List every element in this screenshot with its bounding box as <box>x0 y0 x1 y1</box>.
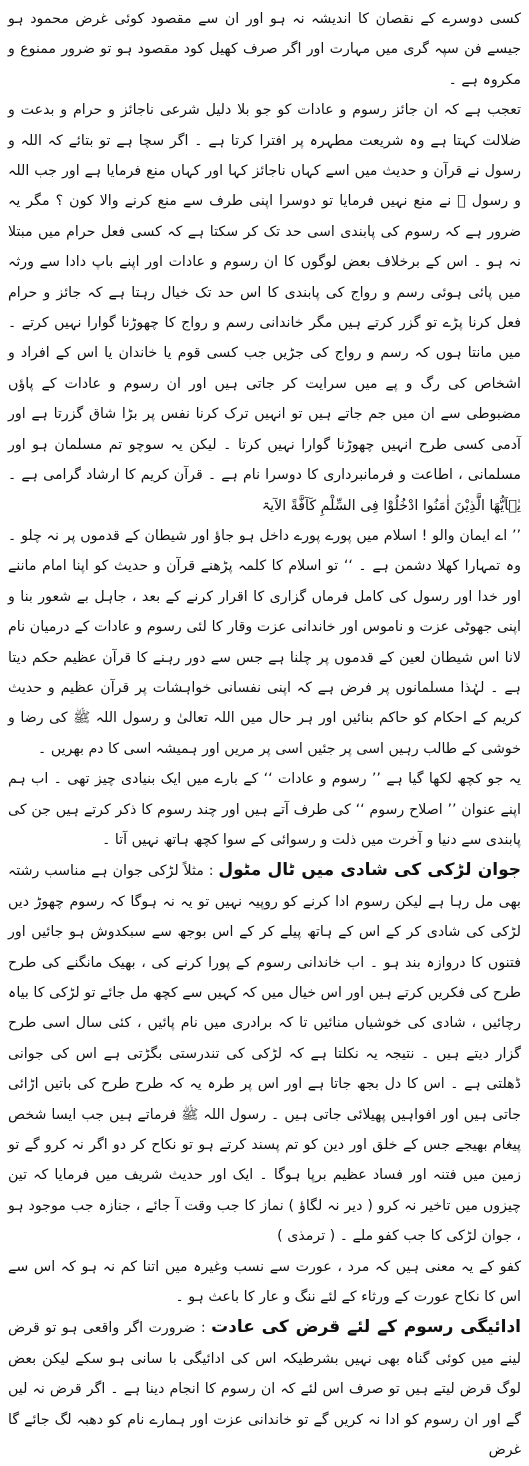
section-marriage-delay <box>8 855 521 1251</box>
section-heading-debt-habit: ادائیگی رسوم کے لئے قرض کی عادت <box>211 1317 521 1338</box>
paragraph-quran-translation: ’’ اے ایمان والو ! اسلام میں پورے پورے داخل ہو جاؤ اور شیطان کے قدموں پر نہ چلو ۔ وہ تمہارا کھلا دشمن ہے ۔ ‘‘ تو اسلام کا کلمہ پڑھنے قرآن و حدیث کو اپنا امام ماننے اور خدا اور رسول کی کامل فرماں گزاری کا اقرار کرنے کے بعد ، جاہل بے شعور بنا و اپنی جھوٹی عزت و ناموس اور خاندانی عزت وقار کا لئی رسوم و عادات کے درمیان نام لانا اس شیطان لعین کے قدموں پر چلنا ہے جس سے دور رہنے کا قرآن عظیم حکم دیتا ہے ۔ لہٰذا مسلمانوں پر فرض ہے کہ اپنی نفسانی خواہشات پر قرآن عظیم و حدیث کریم کے احکام کو حاکم بنائیں اور ہر حال میں اللہ تعالیٰ و رسول اللہ ﷺ کی رضا و خوشی کے طالب رہیں اسی پر جئیں اسی پر مریں اور ہمیشہ اسی کا دم بھریں ۔ <box>8 527 521 757</box>
section-heading-marriage-delay: جوان لڑکی کی شادی میں ٹال مٹول <box>218 860 521 881</box>
section-debt-habit <box>8 1312 521 1465</box>
paragraph-reform-intro: یہ جو کچھ لکھا گیا ہے ’’ رسوم و عادات ‘‘ کے بارے میں ایک بنیادی چیز تھی ۔ اب ہم اپنے عنوان ’’ اصلاح رسوم ‘‘ کی طرف آتے ہیں اور چند رسوم کا ذکر کرتے ہیں جن کی پابندی سے دنیا و آخرت میں ذلت و رسوائی کے سوا کچھ ہاتھ نہیں آتا ۔ <box>8 771 521 848</box>
paragraph-intro: کسی دوسرے کے نقصان کا اندیشہ نہ ہو اور ان سے مقصود کوئی غرض محمود ہو جیسے فن سپہ گری میں مہارت اور اگر صرف کھیل کود مقصود ہو تو ضرور ممنوع و مکروہ ہے ۔ <box>8 11 521 88</box>
paragraph-kufu-definition: کفو کے یہ معنی ہیں کہ مرد ، عورت سے نسب وغیرہ میں اتنا کم نہ ہو کہ اس سے اس کا نکاح عورت کے ورثاء کے لئے ننگ و عار کا باعث ہو ۔ <box>8 1258 521 1306</box>
section-text-marriage-delay: : مثلاً لڑکی جوان ہے مناسب رشتہ بھی مل رہا ہے لیکن رسوم ادا کرنے کو روپیہ نہیں تو یہ نہ ہوگا کہ رسوم چھوڑ دیں لڑکی کی شادی کر کے اس کے ہاتھ پیلے کر کے اس بوجھ سے سبکدوش ہو جائیں اور فتنوں کا دروازہ بند ہو ۔ اب خاندانی رسوم کے پورا کرنے کی ، بھیک مانگنے کی طرح طرح کی فکریں کرتے ہیں اور اس خیال میں کہ کہیں سے کچھ مل جائے تو لڑکی کا بیاہ رچائیں ، شادی کی خوشیاں منائیں تا کہ برادری میں نام پائیں ، کئی سال اسی طرح گزار دیتے ہیں ۔ نتیجہ یہ نکلتا ہے کہ لڑکی کی تندرستی بگڑتی ہے اس کی جوانی ڈھلتی ہے ۔ اس کا دل بجھ جاتا ہے اور اس پر طرہ یہ کہ طرح طرح کی باتیں اڑائی جاتی ہیں اور افواہیں پھیلائی جاتی ہیں ۔ رسول اللہ ﷺ فرماتے ہیں جب ایسا شخص پیغام بھیجے جس کے خلق اور دین کو تم پسند کرتے ہو تو نکاح کر دو اگر نہ کرو گے تو زمین میں فتنہ اور فساد عظیم برپا ہوگا ۔ ایک اور حدیث شریف میں فرمایا کہ تین چیزوں میں تاخیر نہ کرو ( دیر نہ لگاؤ ) نماز کا جب وقت آ جائے ، جنازہ جب موجود ہو ، جوان لڑکی کا جب کفو ملے ۔ ( ترمذی ) <box>8 863 521 1245</box>
section-text-debt-habit: : ضرورت اگر واقعی ہو تو قرض لینے میں کوئی گناہ بھی نہیں بشرطیکہ اس کی ادائیگی با سانی ہو سکے لیکن بعض لوگ قرض لیتے ہیں تو صرف اس لئے کہ ان رسوم کا انجام دینا ہے ۔ اگر قرض نہ لیں گے اور ان رسوم کو ادا نہ کریں گے تو خاندانی عزت اور ہمارے نام کو دھبہ لگ جائے گا غرض <box>8 1320 521 1459</box>
paragraph-customs-ruling: تعجب ہے کہ ان جائز رسوم و عادات کو جو بلا دلیل شرعی ناجائز و حرام و بدعت و ضلالت کہتا ہے وہ شریعت مطہرہ پر افترا کرتا ہے ۔ اگر سچا ہے تو بتائے کہ اللہ و رسول نے قرآن و حدیث میں اسے کہاں ناجائز کہا اور کہاں منع فرمایا ہے اور جب اللہ و رسول ﷺ نے منع نہیں فرمایا تو دوسرا اپنی طرف سے منع کرنے والا کون ؟ مگر یہ ضرور ہے کہ رسوم کی پابندی اسی حد تک کر سکتا ہے کہ کسی فعل حرام میں مبتلا نہ ہو ۔ اس کے برخلاف بعض لوگوں کا ان رسوم و عادات اور اپنے باپ دادا سے ورثہ میں پائی ہوئی رسم و رواج کی پابندی کا اس حد تک خیال رہتا ہے کہ جائز و حرام فعل کرنا پڑے تو گزر کرتے ہیں مگر خاندانی رسم و رواج کا چھوڑنا گوارا نہیں کرتے ۔ میں مانتا ہوں کہ رسم و رواج کی جڑیں جب کسی قوم یا خاندان یا اس کے افراد و اشخاص کی رگ و پے میں سرایت کر جاتی ہیں اور ان رسوم و عادات کے پاؤں مضبوطی سے ان میں جم جاتے ہیں تو انہیں ترک کرنا نفس پر بڑا شاق گزرتا ہے اور آدمی کسی طرح انہیں چھوڑنا گوارا نہیں کرتا ۔ لیکن یہ سوچو تم مسلمان ہو اور مسلمانی ، اطاعت و فرمانبرداری کا دوسرا نام ہے ۔ قرآن کریم کا ارشاد گرامی ہے ۔ یٰۤاَیُّهَا الَّذِیْنَ اٰمَنُوا ادْخُلُوْا فِی السِّلْمِ كَآفَّةً الآیۃ <box>8 102 521 514</box>
